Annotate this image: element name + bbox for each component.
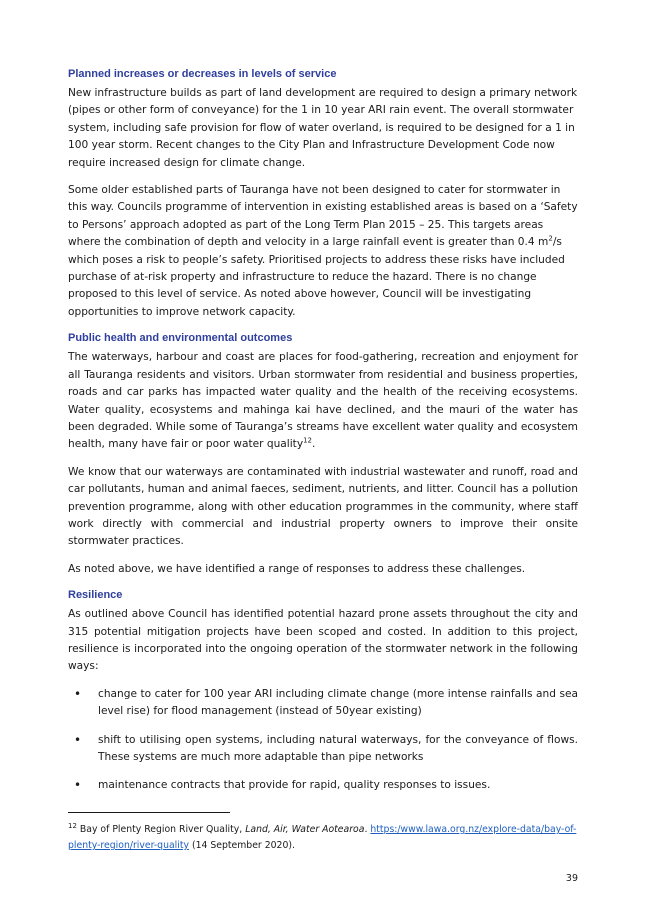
footnote xyxy=(68,822,578,854)
paragraph-new-infrastructure: New infrastructure builds as part of land development are required to design a primary network (pipes or other form of conveyance) for the 1 in 10 year ARI rain event. The overall stormwater system, including safe provision for flow of water overland, is required to be designed for a 1 in 100 year storm. Recent changes to the City Plan and Infrastructure Development Code now require increased design for climate change. xyxy=(68,87,578,169)
heading-levels-of-service: Planned increases or decreases in levels of service xyxy=(68,68,337,80)
text-run: . xyxy=(312,438,316,451)
paragraph-resilience: As outlined above Council has identified potential hazard prone assets throughout the city and 315 potential mitigation projects have been scoped and costed. In addition to this project, resilience is incorporated into the ongoing operation of the stormwater network in the following ways: xyxy=(68,608,578,673)
paragraph-responses: As noted above, we have identified a range of responses to address these challenges. xyxy=(68,562,526,575)
superscript: 2 xyxy=(548,234,553,243)
footnote-text: . xyxy=(364,824,371,835)
resilience-bullet-list xyxy=(68,686,578,795)
text-run: /s which poses a risk to people’s safety. Prioritised projects to address these risks have included purchase of at-risk property and infrastructure to reduce the hazard. There is no change proposed to this level of service. As noted above however, Council will be investigating opportunities to improve network capacity. xyxy=(68,236,565,318)
text-run: The waterways, harbour and coast are places for food-gathering, recreation and enjoyment for all Tauranga residents and visitors. Urban stormwater from residential and business properties, roads and car parks has impacted water quality and the health of the receiving ecosystems. Water quality, ecosystems and mahinga kai have declined, and the mauri of the water has been degraded. While some of Tauranga’s streams have excellent water quality and ecosystem health, many have fair or poor water quality xyxy=(68,351,578,451)
bullet-icon: • xyxy=(74,778,82,793)
heading-resilience: Resilience xyxy=(68,589,123,602)
bullet-icon: • xyxy=(74,732,82,747)
list-item-text: shift to utilising open systems, including natural waterways, for the conveyance of flows. These systems are much more adaptable than pipe networks xyxy=(98,733,578,763)
footnote-reference[interactable]: 12 xyxy=(303,436,313,445)
paragraph-contamination: We know that our waterways are contaminated with industrial wastewater and runoff, road and car pollutants, human and animal faeces, sediment, nutrients, and litter. Council has a pollution prevention programme, along with other education programmes in the community, where staff work directly with commercial and industrial property owners to improve their onsite stormwater practices. xyxy=(68,465,578,548)
text-run: Some older established parts of Tauranga have not been designed to cater for stormwater in this way. Councils programme of intervention in existing established areas is based on a ‘Safety to Persons’ approach adopted as part of the Long Term Plan 2015 – 25. This targets areas where the combination of depth and velocity in a large rainfall event is greater than 0.4 m xyxy=(68,184,578,249)
footnote-divider xyxy=(68,812,230,813)
page-content xyxy=(68,67,578,806)
list-item xyxy=(68,732,578,767)
heading-public-health: Public health and environmental outcomes xyxy=(68,332,293,345)
paragraph-older-areas xyxy=(68,182,578,321)
footnote-link[interactable]: https:/www.lawa.org.nz/explore-data/bay-of-plenty-region/river-quality xyxy=(68,824,577,851)
list-item xyxy=(68,777,578,794)
footnote-text: Bay of Plenty Region River Quality, xyxy=(76,824,246,835)
paragraph-waterways xyxy=(68,349,578,453)
list-item-text: change to cater for 100 year ARI including climate change (more intense rainfalls and sea level rise) for flood management (instead of 50year existing) xyxy=(98,687,578,718)
footnote-number: 12 xyxy=(68,821,77,830)
footnote-source-title: Land, Air, Water Aotearoa xyxy=(245,824,365,835)
bullet-icon: • xyxy=(74,686,82,701)
list-item xyxy=(68,686,578,721)
footnote-text: (14 September 2020). xyxy=(188,840,295,851)
page-number: 39 xyxy=(565,873,578,884)
list-item-text: maintenance contracts that provide for rapid, quality responses to issues. xyxy=(98,779,491,792)
